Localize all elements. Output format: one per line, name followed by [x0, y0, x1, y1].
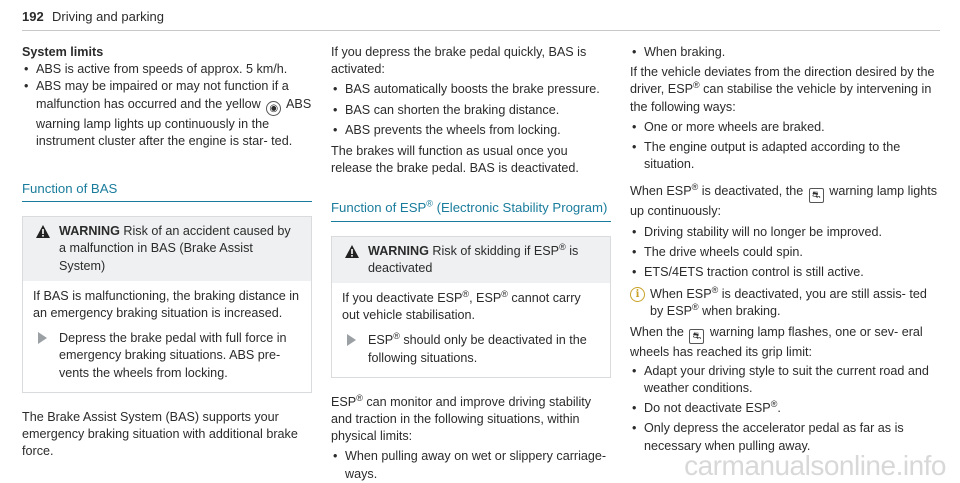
warning-body: If BAS is malfunctioning, the braking distance in an emergency braking situation is increased. Depress the brake pedal with full force in emergency braking situations. ABS pre- vents the wheels from locking.	[23, 281, 311, 392]
esp-situations-list-cont	[630, 44, 940, 61]
list-item: • ABS may be impaired or may not function if a malfunction has occurred and the yellow ◉ ABS warning lamp lights up continuously in the instrument cluster after the engine is star- ted.	[22, 78, 312, 150]
esp-section-heading: Function of ESP® (Electronic Stability Program)	[331, 199, 611, 221]
grip-limit-list	[630, 363, 940, 455]
list-item: • Do not deactivate ESP®.	[630, 400, 940, 417]
step-arrow-icon	[38, 332, 47, 344]
warning-triangle-icon	[344, 244, 360, 259]
list-item: • ABS prevents the wheels from locking.	[331, 122, 611, 139]
bas-paragraph: The Brake Assist System (BAS) supports your emergency braking situation with additional brake force.	[22, 409, 298, 459]
esp-paragraph: ESP® can monitor and improve driving stability and traction in the following situations, within physical limits:	[331, 392, 592, 444]
esp-deactivated-list	[630, 224, 940, 282]
column-1	[22, 44, 312, 460]
list-item: • ETS/4ETS traction control is still active.	[630, 264, 940, 281]
esp-warning-icon: ⛐	[689, 329, 704, 344]
list-item: • When braking.	[630, 44, 940, 61]
esp-deactivated-paragraph: When ESP® is deactivated, the ⛐ warning lamp lights up continuously:	[630, 182, 938, 219]
list-item: • BAS automatically boosts the brake pressure.	[331, 81, 611, 98]
list-item: • BAS can shorten the braking distance.	[331, 102, 611, 119]
warning-header	[23, 217, 311, 281]
info-icon: i	[630, 287, 645, 302]
list-item: • The drive wheels could spin.	[630, 244, 940, 261]
list-item: • The engine output is adapted according to the situation.	[630, 139, 940, 173]
bas-activation-intro: If you depress the brake pedal quickly, BAS is activated:	[331, 45, 587, 77]
esp-deviation-paragraph: If the vehicle deviates from the direction desired by the driver, ESP® can stabilise the vehicle by intervening in the following ways:	[630, 65, 935, 114]
warning-header: WARNING Risk of skidding if ESP® is deactivated	[332, 237, 610, 283]
bas-warning-box	[22, 216, 312, 393]
esp-situations-list	[331, 448, 611, 482]
column-2	[331, 44, 611, 483]
column-3	[630, 44, 940, 455]
page-number: 192	[22, 9, 44, 24]
warning-body: If you deactivate ESP®, ESP® cannot carry out vehicle stabilisation. ESP® should only be deactivated in the following situations.	[332, 283, 610, 377]
list-item: • ABS is active from speeds of approx. 5 km/h.	[22, 61, 312, 78]
bas-release-paragraph: The brakes will function as usual once you release the brake pedal. BAS is deactivated.	[331, 144, 579, 176]
list-item: • When pulling away on wet or slippery carriage- ways.	[331, 448, 611, 482]
warning-label: WARNING	[368, 243, 429, 258]
bas-effects-list	[331, 81, 611, 139]
warning-step: ESP® should only be deactivated in the following situations.	[342, 332, 600, 366]
warning-step: Depress the brake pedal with full force in emergency braking situations. ABS pre- vents the wheels from locking.	[33, 330, 301, 382]
abs-warning-icon: ◉	[266, 101, 281, 116]
info-note: i When ESP® is deactivated, you are still assis- ted by ESP® when braking.	[630, 286, 940, 320]
system-limits-list	[22, 61, 312, 150]
esp-flashing-paragraph: When the ⛐ warning lamp flashes, one or sev- eral wheels has reached its grip limit:	[630, 324, 923, 359]
bas-section-heading: Function of BAS	[22, 180, 312, 202]
warning-label: WARNING	[59, 224, 120, 239]
esp-off-warning-icon: ⛐	[809, 188, 824, 203]
header-rule	[22, 30, 940, 31]
system-limits-heading: System limits	[22, 45, 104, 59]
list-item: • Driving stability will no longer be improved.	[630, 224, 940, 241]
step-arrow-icon	[347, 334, 356, 346]
watermark: carmanualsonline.info	[684, 449, 946, 481]
warning-triangle-icon	[35, 224, 51, 239]
warning-text: Risk of an accident caused by a malfunction in BAS (Brake Assist System)	[59, 224, 291, 273]
list-item: • One or more wheels are braked.	[630, 119, 940, 136]
esp-warning-box	[331, 236, 611, 378]
esp-intervention-list	[630, 119, 940, 174]
list-item: • Only depress the accelerator pedal as far as is necessary when pulling away.	[630, 420, 940, 454]
section-title: Driving and parking	[52, 9, 165, 24]
list-item: • Adapt your driving style to suit the current road and weather conditions.	[630, 363, 940, 397]
